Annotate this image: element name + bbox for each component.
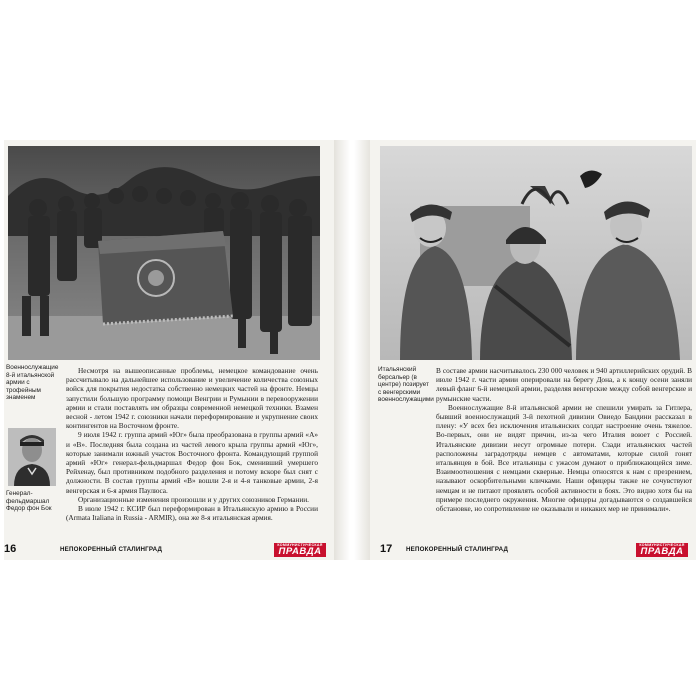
trophy-banner-photo	[8, 146, 320, 360]
left-body-text	[66, 366, 318, 522]
right-page	[370, 140, 696, 560]
series-title-right: НЕПОКОРЕННЫЙ СТАЛИНГРАД	[406, 546, 509, 553]
right-photo-caption: Итальянский берсальер (в центре) позирует с венгерскими военнослужащими	[378, 366, 434, 404]
pravda-logo-title: ПРАВДА	[274, 547, 326, 557]
pravda-logo-left	[274, 543, 326, 557]
left-paragraph-2: 9 июля 1942 г. группа армий «Юг» была преобразована в группы армий «А» и «В». Последняя была создана из частей левого крыла группы армий «Юг», которые занимали южный участок Восточного фронта. Командующий группой армий «Юг» генерал-фельдмаршал Федор фон Бок, сменивший умершего Рейхенау, был противником подобного разделения и потому вскоре был снят с должности. В состав группы армий «В» вошли 2-я и 4-я танковые армии, 2-я венгерская и 6-я армия Паулюса.	[66, 430, 318, 495]
left-page	[4, 140, 334, 560]
von-bock-portrait	[8, 428, 56, 486]
right-paragraph-1: В составе армии насчитывалось 230 000 человек и 940 артиллерийских орудий. В июле 1942 г. части армии оперировали на берегу Дона, а к концу осени заняли левый фланг 6-й немецкой армии, разделяя венгерские между собой венгерские и румынские части.	[436, 366, 692, 403]
right-body-text	[436, 366, 692, 513]
right-footer	[370, 543, 696, 557]
left-paragraph-3: Организационные изменения произошли и у других союзников Германии.	[78, 494, 309, 504]
pravda-logo-right	[636, 543, 688, 557]
pravda-logo-top: КОММУНИСТИЧЕСКАЯ	[274, 543, 326, 547]
left-footer	[4, 543, 334, 557]
pravda-logo-top: КОММУНИСТИЧЕСКАЯ	[636, 543, 688, 547]
series-title-left: НЕПОКОРЕННЫЙ СТАЛИНГРАД	[60, 546, 163, 553]
pravda-logo-title: ПРАВДА	[636, 547, 688, 557]
right-paragraph-2: Военнослужащие 8-й итальянской армии не спешили умирать за Гитлера, бывший военнослужащий 3-й пехотной дивизии Овиедо Бандини рассказал в плену: «У всех без исключения итальянских солдат настроение очень тяжелое. Во-первых, они не видят причин, из-за чего Италия воюет с Россией. Итальянские дивизии несут огромные потери. Сзади итальянских частей расположены заградотряды немцев с автоматами, которые силой гонят итальянцев в бой. Все итальянцы с ужасом думают о приближающейся зиме. Взаимоотношения с немцами скверные. Немцы относятся к нам с презрением, называют оскорбительными кличками. Наши офицеры также не сочувствуют немцам и не питают проявлять особой активности в боях. Это видно хотя бы на примере последнего окружения. Многие офицеры догадываются о создавшейся обстановке, но сопротивление не оказывали и никаких мер не принимали».	[436, 402, 692, 514]
left-paragraph-1: Несмотря на вышеописанные проблемы, немецкое командование очень рассчитывало на дальнейшее использование и увеличение количества союзных войск для покрытия недостатка собственно немецких частей на фронте. Немцы запустили большую программу помощи Венгрии и Румынии в перевооружении армии и стали поставлять им образцы современной немецкой техники. Взамен весной - летом 1942 г. союзники начали переформирование и укрупнение своих контингентов на Восточном фронте.	[66, 366, 318, 431]
bersagliere-photo	[380, 146, 692, 360]
left-paragraph-4: В июле 1942 г. КСИР был переформирован в Итальянскую армию в России (Armata Italiana in Russia - ARMIR), она же 8-я итальянская армия.	[66, 504, 318, 523]
book-spread	[0, 140, 700, 560]
portrait-caption: Генерал-фельдмаршал Федор фон Бок	[6, 490, 52, 513]
main-photo-caption: Военнослужащие 8-й итальянской армии с трофейным знаменем	[6, 364, 59, 402]
page-number-left: 16	[4, 543, 17, 555]
book-gutter	[334, 140, 370, 560]
page-number-right: 17	[380, 543, 393, 555]
